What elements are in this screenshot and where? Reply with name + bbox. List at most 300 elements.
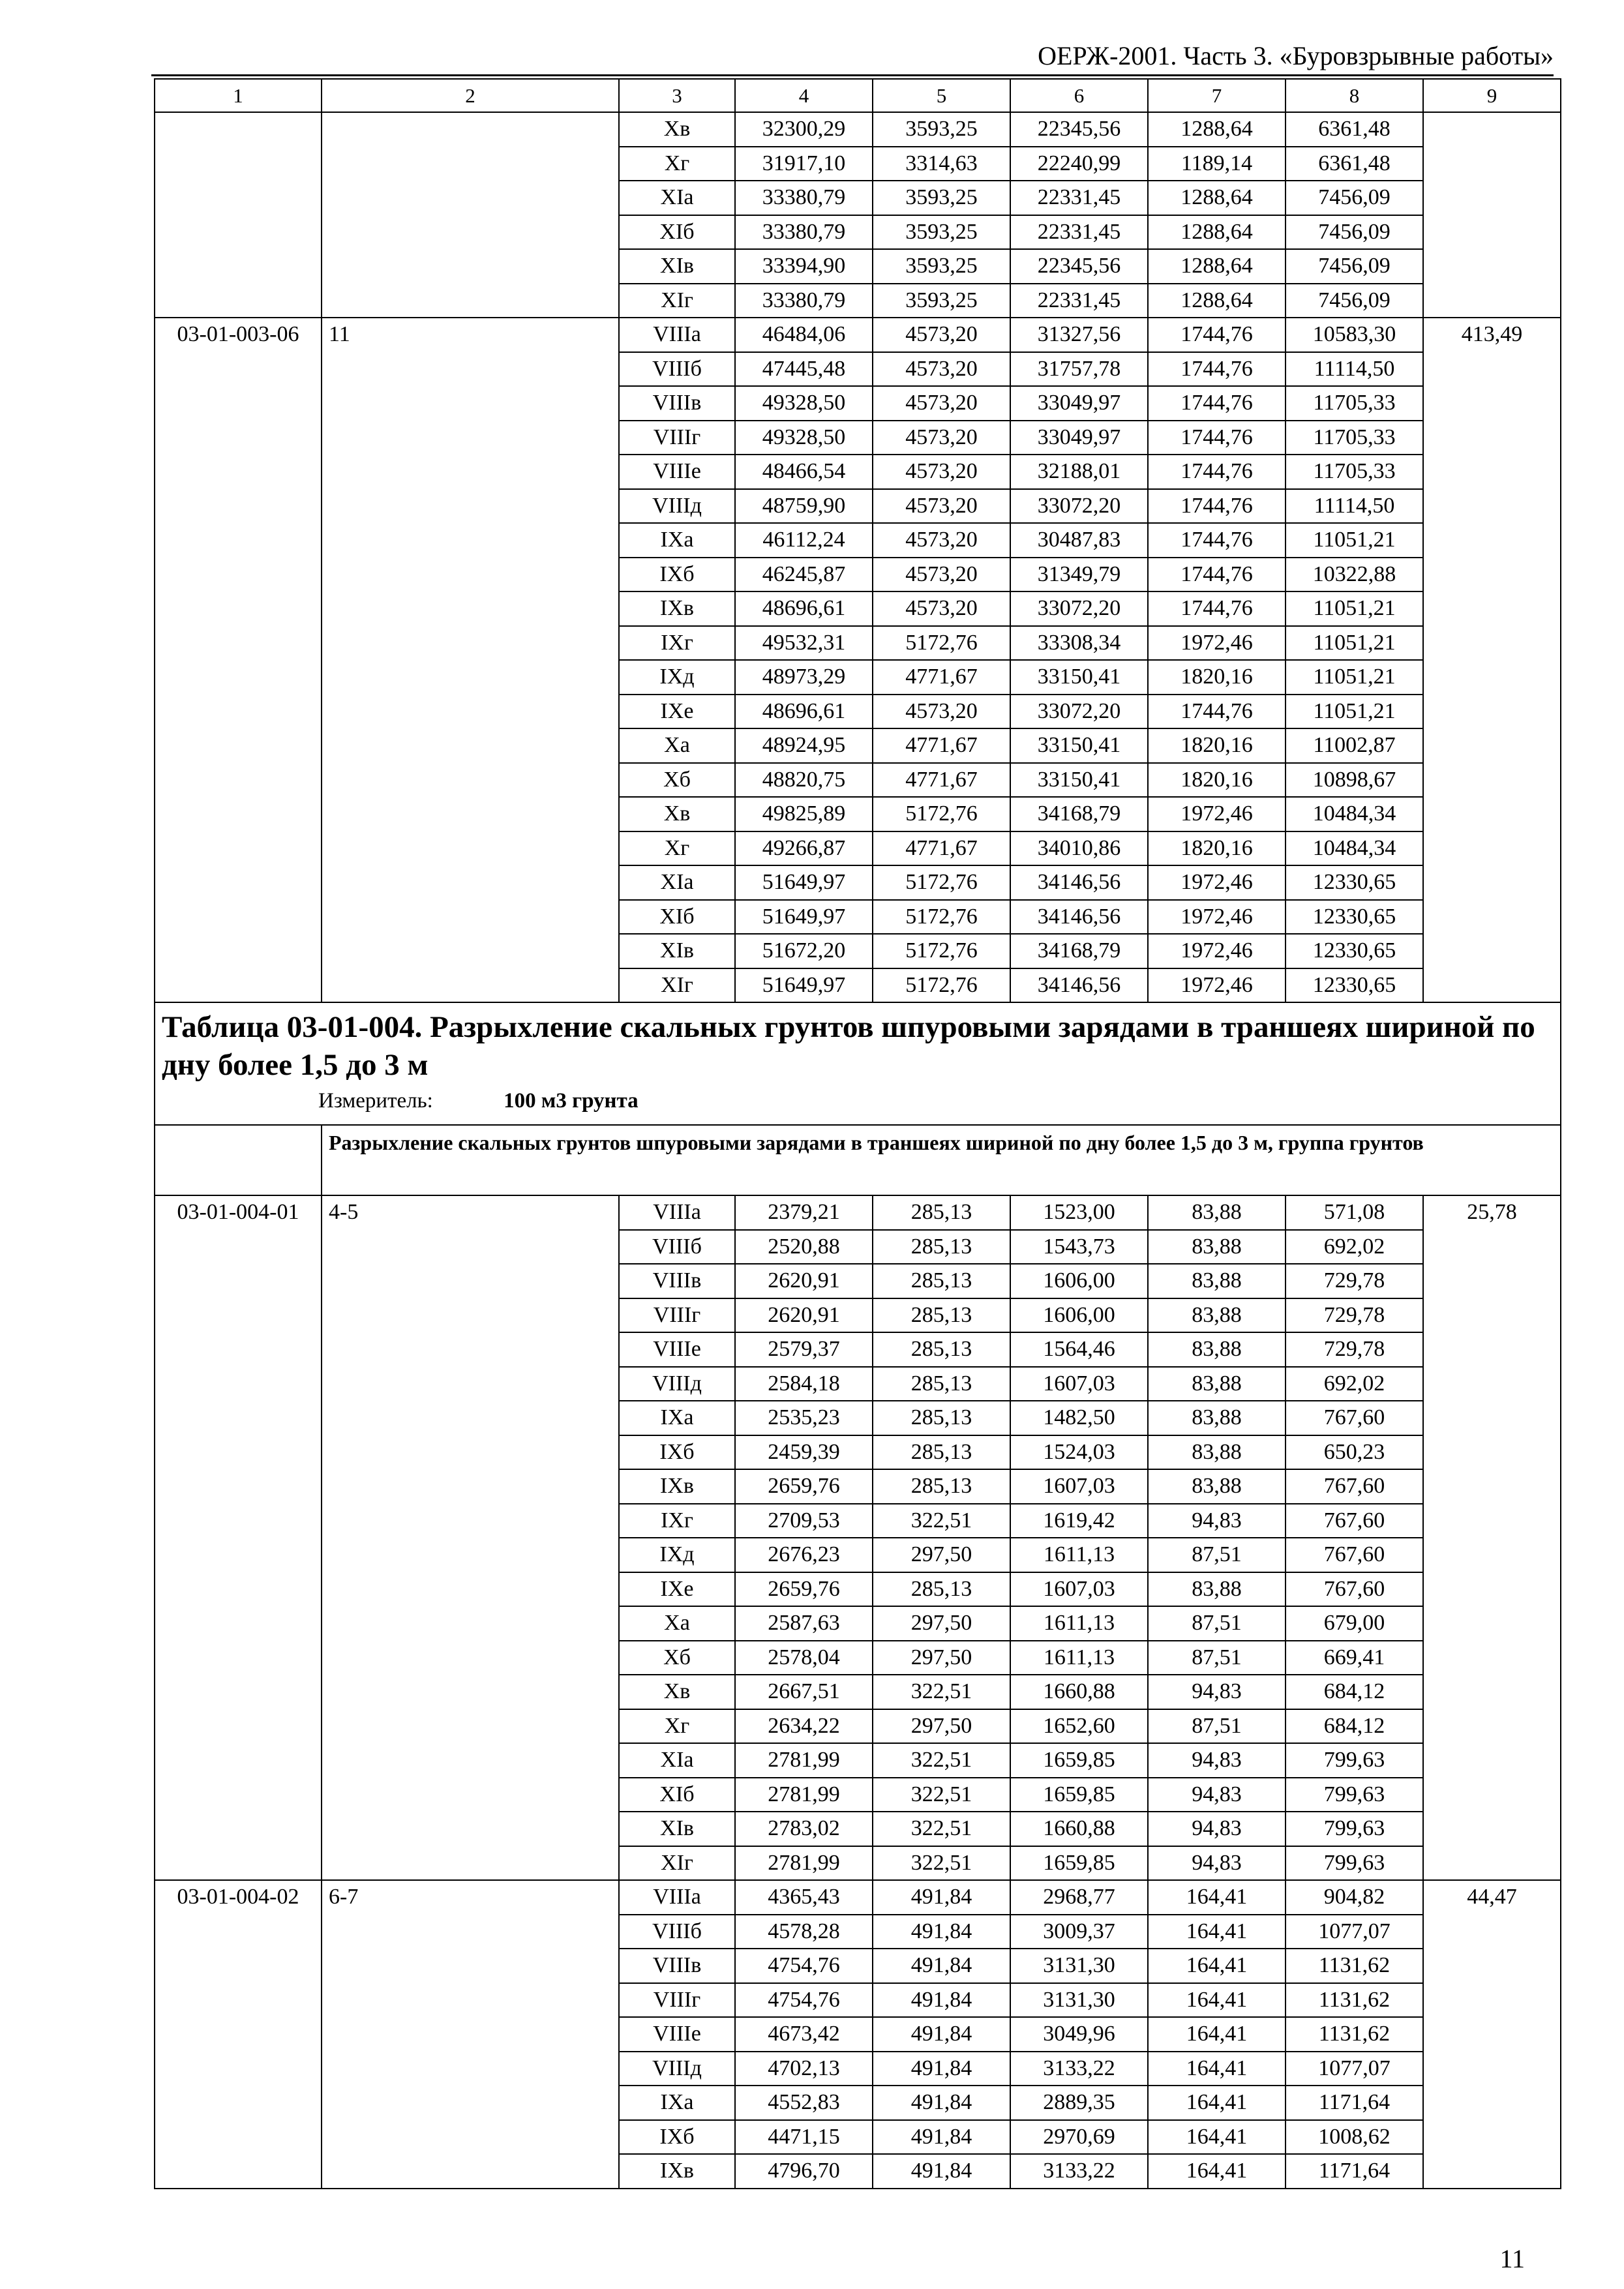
cost-value: 33394,90 — [735, 249, 873, 284]
rock-category: XIа — [619, 1743, 735, 1778]
cost-value: 4471,15 — [735, 2120, 873, 2155]
cost-value: 692,02 — [1286, 1367, 1423, 1401]
cost-value: 285,13 — [873, 1572, 1010, 1607]
rock-category: IXв — [619, 2154, 735, 2189]
cost-value: 10583,30 — [1286, 318, 1423, 352]
cost-value: 33150,41 — [1010, 660, 1148, 695]
cost-value: 1972,46 — [1148, 626, 1286, 661]
rock-category: Xб — [619, 1641, 735, 1675]
cost-value: 1611,13 — [1010, 1538, 1148, 1572]
cost-value: 94,83 — [1148, 1743, 1286, 1778]
cost-value: 49328,50 — [735, 421, 873, 455]
cost-value: 2620,91 — [735, 1298, 873, 1333]
labor-value — [1423, 386, 1561, 421]
cost-value: 297,50 — [873, 1709, 1010, 1744]
rock-category: XIб — [619, 900, 735, 935]
rock-category: Xв — [619, 797, 735, 831]
cost-value: 1606,00 — [1010, 1298, 1148, 1333]
cost-value: 4573,20 — [873, 695, 1010, 729]
cost-value: 3131,30 — [1010, 1983, 1148, 2018]
table-row — [155, 1983, 1561, 2018]
cost-value: 12330,65 — [1286, 934, 1423, 968]
rate-code — [155, 2017, 322, 2052]
header-rule — [151, 74, 1554, 76]
cost-value: 1820,16 — [1148, 831, 1286, 866]
cost-value: 1131,62 — [1286, 1949, 1423, 1983]
cost-value: 87,51 — [1148, 1641, 1286, 1675]
rock-group — [322, 1846, 619, 1881]
cost-value: 5172,76 — [873, 934, 1010, 968]
table-row — [155, 2052, 1561, 2086]
cost-value: 3133,22 — [1010, 2154, 1148, 2189]
rock-group — [322, 1709, 619, 1744]
labor-value — [1423, 660, 1561, 695]
rock-group — [322, 523, 619, 558]
cost-value: 322,51 — [873, 1778, 1010, 1812]
rate-code — [155, 181, 322, 215]
rock-category: VIIIв — [619, 1264, 735, 1298]
cost-value: 491,84 — [873, 1983, 1010, 2018]
cost-value: 12330,65 — [1286, 900, 1423, 935]
cost-value: 2889,35 — [1010, 2086, 1148, 2120]
rock-category: VIIIа — [619, 1195, 735, 1230]
rock-category: VIIIг — [619, 421, 735, 455]
rock-category: IXе — [619, 1572, 735, 1607]
rate-code — [155, 455, 322, 489]
cost-value: 1652,60 — [1010, 1709, 1148, 1744]
rock-group — [322, 1435, 619, 1470]
cost-value: 2459,39 — [735, 1435, 873, 1470]
labor-value — [1423, 797, 1561, 831]
rate-code — [155, 386, 322, 421]
table-row — [155, 523, 1561, 558]
rock-group — [322, 2120, 619, 2155]
rock-group — [322, 1538, 619, 1572]
labor-value — [1423, 2052, 1561, 2086]
cost-value: 3593,25 — [873, 181, 1010, 215]
cost-value: 2968,77 — [1010, 1880, 1148, 1915]
cost-value: 285,13 — [873, 1230, 1010, 1264]
table-row — [155, 318, 1561, 352]
measure-label: Измеритель: — [318, 1089, 433, 1113]
cost-value: 491,84 — [873, 2017, 1010, 2052]
labor-value — [1423, 1606, 1561, 1641]
rock-group — [322, 1949, 619, 1983]
rock-group — [322, 1469, 619, 1504]
cost-value: 2781,99 — [735, 1778, 873, 1812]
rock-group — [322, 489, 619, 524]
cost-value: 4573,20 — [873, 386, 1010, 421]
table-row — [155, 1675, 1561, 1709]
table-row — [155, 1401, 1561, 1435]
cost-value: 1820,16 — [1148, 728, 1286, 763]
cost-value: 3314,63 — [873, 147, 1010, 181]
rate-code — [155, 968, 322, 1003]
table-row — [155, 900, 1561, 935]
labor-value — [1423, 626, 1561, 661]
labor-value — [1423, 934, 1561, 968]
cost-value: 83,88 — [1148, 1298, 1286, 1333]
cost-value: 6361,48 — [1286, 112, 1423, 147]
labor-value — [1423, 215, 1561, 250]
rock-group — [322, 421, 619, 455]
cost-value: 22331,45 — [1010, 215, 1148, 250]
rate-code — [155, 558, 322, 592]
rock-category: XIв — [619, 934, 735, 968]
cost-value: 164,41 — [1148, 1880, 1286, 1915]
cost-value: 7456,09 — [1286, 215, 1423, 250]
rate-code — [155, 797, 322, 831]
cost-value: 46245,87 — [735, 558, 873, 592]
cost-value: 322,51 — [873, 1675, 1010, 1709]
cost-value: 1606,00 — [1010, 1264, 1148, 1298]
labor-value — [1423, 1504, 1561, 1538]
cost-value: 48696,61 — [735, 695, 873, 729]
column-number: 7 — [1148, 79, 1286, 112]
cost-value: 1744,76 — [1148, 455, 1286, 489]
cost-value: 4771,67 — [873, 831, 1010, 866]
cost-value: 1972,46 — [1148, 900, 1286, 935]
rock-group — [322, 1572, 619, 1607]
table-title: Таблица 03-01-004. Разрыхление скальных грунтов шпуровыми зарядами в траншеях шириной по дну более 1,5 до 3 м — [162, 1010, 1535, 1082]
table-row — [155, 112, 1561, 147]
rate-code — [155, 695, 322, 729]
cost-value: 729,78 — [1286, 1264, 1423, 1298]
labor-value — [1423, 147, 1561, 181]
cost-value: 47445,48 — [735, 352, 873, 387]
labor-value — [1423, 1675, 1561, 1709]
labor-value — [1423, 900, 1561, 935]
rock-group — [322, 386, 619, 421]
rock-group — [322, 2052, 619, 2086]
labor-value — [1423, 831, 1561, 866]
table-row — [155, 1743, 1561, 1778]
cost-value: 4573,20 — [873, 421, 1010, 455]
cost-value: 1482,50 — [1010, 1401, 1148, 1435]
table-row — [155, 147, 1561, 181]
cost-value: 285,13 — [873, 1367, 1010, 1401]
rate-code — [155, 1983, 322, 2018]
cost-value: 2659,76 — [735, 1469, 873, 1504]
rate-code — [155, 489, 322, 524]
rock-group — [322, 1504, 619, 1538]
cost-value: 285,13 — [873, 1469, 1010, 1504]
cost-value: 164,41 — [1148, 1949, 1286, 1983]
cost-value: 31917,10 — [735, 147, 873, 181]
cost-value: 1611,13 — [1010, 1606, 1148, 1641]
table-row — [155, 386, 1561, 421]
rate-code — [155, 1538, 322, 1572]
rock-category: Xг — [619, 147, 735, 181]
rock-category: Xа — [619, 728, 735, 763]
table-title-cell — [155, 1002, 1561, 1125]
cost-value: 2584,18 — [735, 1367, 873, 1401]
cost-value: 2676,23 — [735, 1538, 873, 1572]
cost-value: 3593,25 — [873, 249, 1010, 284]
rock-category: IXд — [619, 1538, 735, 1572]
labor-value — [1423, 1743, 1561, 1778]
table-row — [155, 2154, 1561, 2189]
cost-value: 767,60 — [1286, 1469, 1423, 1504]
cost-value: 11051,21 — [1286, 695, 1423, 729]
cost-value: 767,60 — [1286, 1538, 1423, 1572]
table-row — [155, 215, 1561, 250]
cost-value: 3131,30 — [1010, 1949, 1148, 1983]
cost-value: 1972,46 — [1148, 968, 1286, 1003]
table-row — [155, 1469, 1561, 1504]
cost-value: 83,88 — [1148, 1469, 1286, 1504]
table-row — [155, 763, 1561, 798]
table-row — [155, 1641, 1561, 1675]
cost-value: 33380,79 — [735, 284, 873, 318]
cost-value: 1659,85 — [1010, 1743, 1148, 1778]
cost-value: 94,83 — [1148, 1778, 1286, 1812]
cost-value: 1607,03 — [1010, 1469, 1148, 1504]
rock-group — [322, 900, 619, 935]
cost-value: 2535,23 — [735, 1401, 873, 1435]
rate-code — [155, 900, 322, 935]
rock-category: IXб — [619, 2120, 735, 2155]
cost-value: 87,51 — [1148, 1538, 1286, 1572]
cost-value: 49825,89 — [735, 797, 873, 831]
cost-value: 3133,22 — [1010, 2052, 1148, 2086]
rock-group — [322, 968, 619, 1003]
cost-value: 3049,96 — [1010, 2017, 1148, 2052]
rock-category: VIIIд — [619, 1367, 735, 1401]
labor-value — [1423, 558, 1561, 592]
rock-category: XIв — [619, 1812, 735, 1846]
rate-code: 03-01-004-02 — [155, 1880, 322, 1915]
rate-code — [155, 1298, 322, 1333]
rock-category: VIIIв — [619, 386, 735, 421]
cost-value: 2709,53 — [735, 1504, 873, 1538]
cost-value: 4771,67 — [873, 728, 1010, 763]
cost-value: 684,12 — [1286, 1675, 1423, 1709]
rock-group — [322, 1675, 619, 1709]
table-row — [155, 831, 1561, 866]
rock-category: IXа — [619, 1401, 735, 1435]
labor-value — [1423, 1983, 1561, 2018]
rock-category: XIг — [619, 968, 735, 1003]
cost-value: 94,83 — [1148, 1504, 1286, 1538]
rock-group — [322, 215, 619, 250]
cost-value: 34168,79 — [1010, 934, 1148, 968]
labor-value — [1423, 1641, 1561, 1675]
cost-value: 164,41 — [1148, 1983, 1286, 2018]
cost-value: 297,50 — [873, 1606, 1010, 1641]
rock-group — [322, 1332, 619, 1367]
rock-category: XIа — [619, 865, 735, 900]
cost-value: 322,51 — [873, 1504, 1010, 1538]
cost-value: 684,12 — [1286, 1709, 1423, 1744]
rock-group — [322, 2086, 619, 2120]
table-row — [155, 1606, 1561, 1641]
rock-group: 4-5 — [322, 1195, 619, 1230]
cost-value: 11051,21 — [1286, 523, 1423, 558]
rock-group: 11 — [322, 318, 619, 352]
cost-value: 650,23 — [1286, 1435, 1423, 1470]
table-row — [155, 1915, 1561, 1949]
rate-code — [155, 763, 322, 798]
labor-value — [1423, 968, 1561, 1003]
rock-category: XIг — [619, 284, 735, 318]
labor-value — [1423, 591, 1561, 626]
table-row — [155, 1812, 1561, 1846]
rate-block — [155, 1880, 1561, 2189]
rock-category: VIIIг — [619, 1298, 735, 1333]
cost-value: 285,13 — [873, 1195, 1010, 1230]
rate-code — [155, 934, 322, 968]
rock-group — [322, 1264, 619, 1298]
table-row — [155, 284, 1561, 318]
table-row — [155, 797, 1561, 831]
rock-group — [322, 728, 619, 763]
rate-code — [155, 421, 322, 455]
rock-category: VIIIе — [619, 1332, 735, 1367]
rock-category: VIIIа — [619, 318, 735, 352]
cost-value: 94,83 — [1148, 1812, 1286, 1846]
labor-value — [1423, 1401, 1561, 1435]
labor-value — [1423, 1949, 1561, 1983]
rock-group — [322, 1983, 619, 2018]
cost-value: 729,78 — [1286, 1332, 1423, 1367]
rock-category: VIIIд — [619, 2052, 735, 2086]
cost-value: 83,88 — [1148, 1195, 1286, 1230]
cost-value: 1288,64 — [1148, 249, 1286, 284]
cost-value: 4573,20 — [873, 352, 1010, 387]
cost-value: 729,78 — [1286, 1298, 1423, 1333]
cost-value: 4573,20 — [873, 455, 1010, 489]
cost-value: 32188,01 — [1010, 455, 1148, 489]
cost-value: 164,41 — [1148, 2017, 1286, 2052]
rock-group — [322, 284, 619, 318]
table-row — [155, 2120, 1561, 2155]
cost-value: 285,13 — [873, 1435, 1010, 1470]
labor-value — [1423, 249, 1561, 284]
rate-code — [155, 1778, 322, 1812]
cost-value: 164,41 — [1148, 2154, 1286, 2189]
labor-value — [1423, 1332, 1561, 1367]
cost-value: 2520,88 — [735, 1230, 873, 1264]
table-row — [155, 1949, 1561, 1983]
cost-value: 11051,21 — [1286, 660, 1423, 695]
labor-value — [1423, 181, 1561, 215]
labor-value — [1423, 2154, 1561, 2189]
table-subtitle: Разрыхление скальных грунтов шпуровыми зарядами в траншеях шириной по дну более 1,5 до 3 м, группа грунтов — [322, 1125, 1561, 1195]
rock-category: VIIIд — [619, 489, 735, 524]
rate-code — [155, 1435, 322, 1470]
rock-category: IXг — [619, 1504, 735, 1538]
labor-value — [1423, 1572, 1561, 1607]
cost-value: 46484,06 — [735, 318, 873, 352]
cost-value: 48759,90 — [735, 489, 873, 524]
rate-code: 03-01-003-06 — [155, 318, 322, 352]
cost-value: 491,84 — [873, 1915, 1010, 1949]
rock-category: IXе — [619, 695, 735, 729]
rock-category: Xа — [619, 1606, 735, 1641]
rate-code — [155, 2154, 322, 2189]
labor-value — [1423, 284, 1561, 318]
rock-category: IXб — [619, 558, 735, 592]
table-row — [155, 728, 1561, 763]
rock-category: IXв — [619, 1469, 735, 1504]
cost-value: 48924,95 — [735, 728, 873, 763]
cost-value: 83,88 — [1148, 1230, 1286, 1264]
labor-value — [1423, 421, 1561, 455]
cost-value: 83,88 — [1148, 1264, 1286, 1298]
rock-group — [322, 797, 619, 831]
rock-group — [322, 763, 619, 798]
rate-code — [155, 2120, 322, 2155]
cost-value: 164,41 — [1148, 2052, 1286, 2086]
cost-value: 4573,20 — [873, 489, 1010, 524]
rock-group — [322, 1298, 619, 1333]
rock-category: IXд — [619, 660, 735, 695]
rock-category: Xв — [619, 1675, 735, 1709]
cost-value: 11002,87 — [1286, 728, 1423, 763]
cost-value: 5172,76 — [873, 900, 1010, 935]
cost-value: 49532,31 — [735, 626, 873, 661]
cost-value: 2634,22 — [735, 1709, 873, 1744]
rate-code — [155, 523, 322, 558]
rock-category: VIIIа — [619, 1880, 735, 1915]
cost-value: 799,63 — [1286, 1846, 1423, 1881]
cost-value: 3009,37 — [1010, 1915, 1148, 1949]
cost-value: 679,00 — [1286, 1606, 1423, 1641]
cost-value: 1524,03 — [1010, 1435, 1148, 1470]
labor-value — [1423, 763, 1561, 798]
cost-value: 33150,41 — [1010, 728, 1148, 763]
rate-code — [155, 1915, 322, 1949]
rate-code — [155, 1949, 322, 1983]
cost-value: 83,88 — [1148, 1435, 1286, 1470]
column-number: 1 — [155, 79, 322, 112]
cost-value: 33150,41 — [1010, 763, 1148, 798]
cost-value: 10484,34 — [1286, 831, 1423, 866]
column-number-row — [155, 79, 1561, 112]
rate-code — [155, 352, 322, 387]
cost-value: 34146,56 — [1010, 865, 1148, 900]
table-row — [155, 1572, 1561, 1607]
cost-value: 5172,76 — [873, 865, 1010, 900]
column-number: 9 — [1423, 79, 1561, 112]
cost-value: 1611,13 — [1010, 1641, 1148, 1675]
cost-value: 4365,43 — [735, 1880, 873, 1915]
labor-value — [1423, 695, 1561, 729]
rates-table — [154, 78, 1561, 2189]
cost-value: 491,84 — [873, 2052, 1010, 2086]
cost-value: 49328,50 — [735, 386, 873, 421]
rate-code — [155, 147, 322, 181]
rate-code — [155, 1572, 322, 1607]
cost-value: 32300,29 — [735, 112, 873, 147]
rock-category: VIIIб — [619, 1230, 735, 1264]
cost-value: 2781,99 — [735, 1743, 873, 1778]
rock-category: VIIIб — [619, 1915, 735, 1949]
cost-value: 2781,99 — [735, 1846, 873, 1881]
rock-group — [322, 1915, 619, 1949]
cost-value: 33380,79 — [735, 215, 873, 250]
cost-value: 5172,76 — [873, 968, 1010, 1003]
rock-group — [322, 1230, 619, 1264]
cost-value: 7456,09 — [1286, 181, 1423, 215]
cost-value: 1619,42 — [1010, 1504, 1148, 1538]
cost-value: 297,50 — [873, 1538, 1010, 1572]
labor-value — [1423, 352, 1561, 387]
cost-value: 4578,28 — [735, 1915, 873, 1949]
cost-value: 34146,56 — [1010, 968, 1148, 1003]
cost-value: 4754,76 — [735, 1983, 873, 2018]
